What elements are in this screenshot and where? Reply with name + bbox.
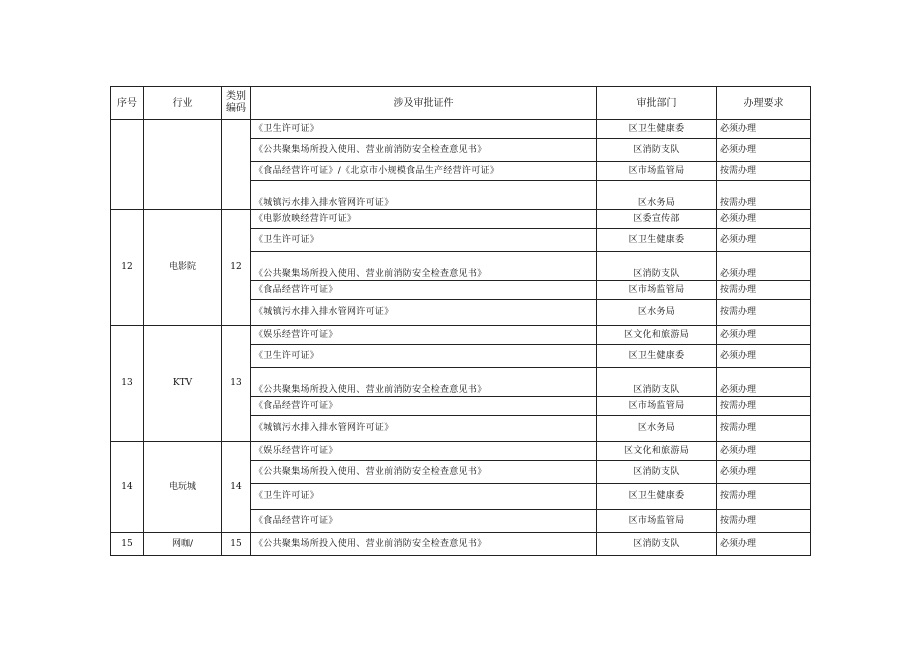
- requirement-cell: 必须办理: [717, 533, 811, 556]
- requirement-cell: 必须办理: [717, 368, 811, 397]
- certificate-cell: 《城镇污水排入排水管网许可证》: [251, 181, 597, 210]
- department-cell: 区水务局: [597, 416, 717, 442]
- certificate-cell: 《卫生许可证》: [251, 229, 597, 252]
- requirement-cell: 必须办理: [717, 139, 811, 162]
- certificate-cell: 《食品经营许可证》: [251, 510, 597, 533]
- header-index: 序号: [111, 87, 144, 120]
- header-row: [111, 87, 811, 120]
- certificate-cell: 《公共聚集场所投入使用、营业前消防安全检查意见书》: [251, 252, 597, 281]
- table-row: [111, 210, 811, 229]
- department-cell: 区市场监管局: [597, 397, 717, 416]
- certificate-cell: 《卫生许可证》: [251, 120, 597, 139]
- requirement-cell: 按需办理: [717, 416, 811, 442]
- row-category-code: 12: [222, 210, 251, 326]
- department-cell: 区卫生健康委: [597, 484, 717, 510]
- requirement-cell: 按需办理: [717, 281, 811, 300]
- certificate-cell: 《食品经营许可证》: [251, 281, 597, 300]
- certificate-cell: 《娱乐经营许可证》: [251, 442, 597, 461]
- department-cell: 区市场监管局: [597, 281, 717, 300]
- department-cell: 区水务局: [597, 181, 717, 210]
- department-cell: 区文化和旅游局: [597, 442, 717, 461]
- requirement-cell: 必须办理: [717, 461, 811, 484]
- department-cell: 区市场监管局: [597, 510, 717, 533]
- row-industry: [144, 120, 222, 210]
- certificate-cell: 《公共聚集场所投入使用、营业前消防安全检查意见书》: [251, 368, 597, 397]
- requirement-cell: 按需办理: [717, 510, 811, 533]
- row-index: [111, 120, 144, 210]
- row-index: 14: [111, 442, 144, 533]
- department-cell: 区卫生健康委: [597, 229, 717, 252]
- department-cell: 区消防支队: [597, 368, 717, 397]
- department-cell: 区卫生健康委: [597, 345, 717, 368]
- row-category-code: [222, 120, 251, 210]
- row-category-code: 13: [222, 326, 251, 442]
- requirement-cell: 必须办理: [717, 120, 811, 139]
- department-cell: 区卫生健康委: [597, 120, 717, 139]
- table-row: [111, 533, 811, 556]
- department-cell: 区委宣传部: [597, 210, 717, 229]
- header-department: 审批部门: [597, 87, 717, 120]
- department-cell: 区文化和旅游局: [597, 326, 717, 345]
- certificate-cell: 《公共聚集场所投入使用、营业前消防安全检查意见书》: [251, 533, 597, 556]
- header-certificates: 涉及审批证件: [251, 87, 597, 120]
- approval-table: [110, 86, 811, 556]
- department-cell: 区消防支队: [597, 533, 717, 556]
- requirement-cell: 必须办理: [717, 210, 811, 229]
- row-index: 12: [111, 210, 144, 326]
- row-industry: 电影院: [144, 210, 222, 326]
- department-cell: 区消防支队: [597, 252, 717, 281]
- header-category-code: 类别编码: [222, 87, 251, 120]
- certificate-cell: 《电影放映经营许可证》: [251, 210, 597, 229]
- requirement-cell: 按需办理: [717, 300, 811, 326]
- certificate-cell: 《城镇污水排入排水管网许可证》: [251, 300, 597, 326]
- requirement-cell: 按需办理: [717, 181, 811, 210]
- header-industry: 行业: [144, 87, 222, 120]
- department-cell: 区水务局: [597, 300, 717, 326]
- requirement-cell: 按需办理: [717, 484, 811, 510]
- requirement-cell: 必须办理: [717, 252, 811, 281]
- header-requirement: 办理要求: [717, 87, 811, 120]
- row-industry: 网咖/: [144, 533, 222, 556]
- row-category-code: 14: [222, 442, 251, 533]
- certificate-cell: 《食品经营许可证》/《北京市小规模食品生产经营许可证》: [251, 162, 597, 181]
- certificate-cell: 《食品经营许可证》: [251, 397, 597, 416]
- table-row: [111, 442, 811, 461]
- row-industry: 电玩城: [144, 442, 222, 533]
- row-index: 15: [111, 533, 144, 556]
- certificate-cell: 《公共聚集场所投入使用、营业前消防安全检查意见书》: [251, 461, 597, 484]
- row-industry: KTV: [144, 326, 222, 442]
- row-category-code: 15: [222, 533, 251, 556]
- certificate-cell: 《卫生许可证》: [251, 484, 597, 510]
- requirement-cell: 按需办理: [717, 397, 811, 416]
- requirement-cell: 必须办理: [717, 326, 811, 345]
- department-cell: 区消防支队: [597, 461, 717, 484]
- row-index: 13: [111, 326, 144, 442]
- table-row: [111, 326, 811, 345]
- requirement-cell: 必须办理: [717, 229, 811, 252]
- requirement-cell: 必须办理: [717, 442, 811, 461]
- requirement-cell: 按需办理: [717, 162, 811, 181]
- department-cell: 区消防支队: [597, 139, 717, 162]
- certificate-cell: 《公共聚集场所投入使用、营业前消防安全检查意见书》: [251, 139, 597, 162]
- certificate-cell: 《卫生许可证》: [251, 345, 597, 368]
- certificate-cell: 《城镇污水排入排水管网许可证》: [251, 416, 597, 442]
- requirement-cell: 必须办理: [717, 345, 811, 368]
- table-row: [111, 120, 811, 139]
- department-cell: 区市场监管局: [597, 162, 717, 181]
- certificate-cell: 《娱乐经营许可证》: [251, 326, 597, 345]
